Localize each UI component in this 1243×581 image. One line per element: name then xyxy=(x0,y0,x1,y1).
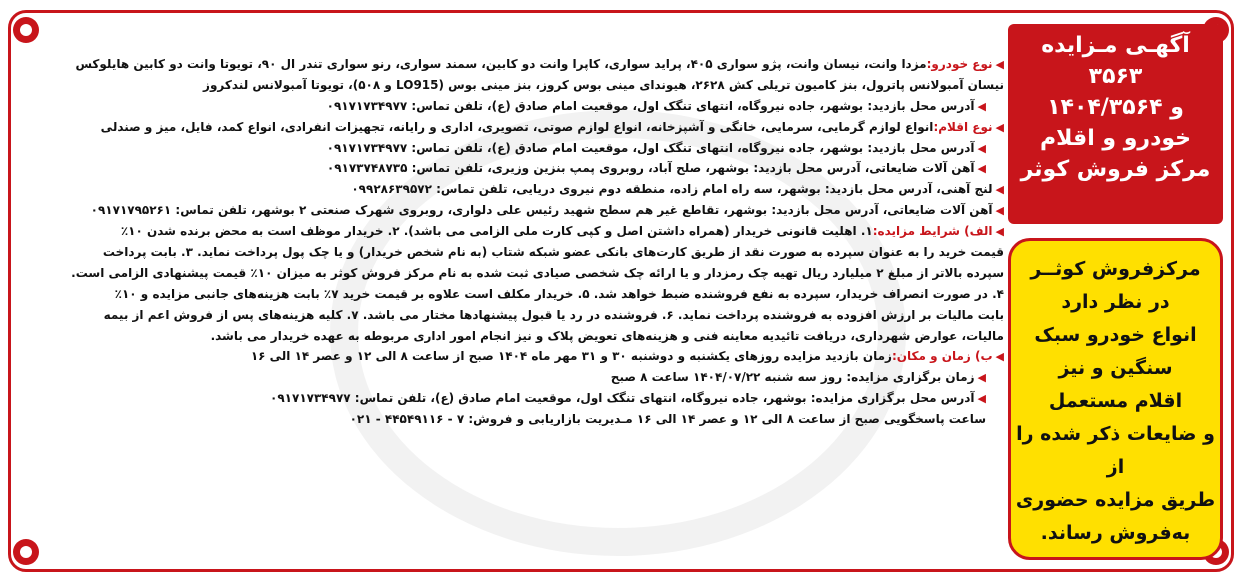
contact-hours-line xyxy=(22,409,1004,430)
red-arrow-icon: ◀ xyxy=(977,141,986,155)
conditions-line xyxy=(22,305,1004,326)
intro-line: در نظر دارد xyxy=(1061,291,1170,313)
item-list: انواع لوازم گرمایی، سرمایی، خانگی و آشپزخانه، انواع لوازم صوتی، تصویری، اداری و رایانه، تجهیزات انفرادی، انواع کمد، فایل، میز و صندلی xyxy=(100,119,934,134)
ad-title-line: آگهـی مـزایده xyxy=(1041,33,1190,58)
red-arrow-icon: ◀ xyxy=(977,162,986,176)
red-arrow-icon: ◀ xyxy=(995,350,1004,364)
auction-address-line xyxy=(22,388,1004,409)
condition-text: مالیات، عوارض شهرداری، دریافت تائیدیه معاینه فنی و هزینه‌های تعویض پلاک و نیز انجام امور اداری مربوطه به عهده خریدار می باشد. xyxy=(210,328,1004,343)
condition-text: قیمت خرید را به عنوان سپرده به صورت نقد از طریق کارت‌های بانکی عضو شبکه شتاب (به نام شخص خریدار) و یا چک پول پرداخت نماید. ۳. بابت پرداخت xyxy=(102,245,1004,260)
intro-line: مرکزفروش کوثــر xyxy=(1030,258,1201,280)
time-place-line xyxy=(22,346,1004,367)
red-arrow-icon: ◀ xyxy=(995,204,1004,218)
vehicle-types-line xyxy=(22,54,1004,75)
condition-text: ۴. در صورت انصراف خریدار، سپرده به نفع فروشنده ضبط خواهد شد. ۵. خریدار مکلف است علاوه بر قیمت خرید ۷٪ بابت هزینه‌های جانبی مزایده و ۱۰٪ xyxy=(114,286,1004,301)
auction-date-line xyxy=(22,367,1004,388)
section-label: نوع خودرو: xyxy=(926,57,993,71)
red-arrow-icon: ◀ xyxy=(977,392,986,406)
red-arrow-icon: ◀ xyxy=(995,225,1004,239)
red-arrow-icon: ◀ xyxy=(995,120,1004,134)
vehicle-types-continued xyxy=(22,75,1004,96)
contact-hours: ساعت پاسخگویی صبح از ساعت ۸ الی ۱۲ و عصر ۱۴ الی ۱۶ مـدیریت بازاریابی و فروش: ۷ - ۴۴۵۴۹۱۱۶ - ۰۲۱ xyxy=(349,412,986,427)
red-arrow-icon: ◀ xyxy=(995,183,1004,197)
section-label: الف) شرایط مزایده: xyxy=(872,224,993,239)
iron-boat-line xyxy=(22,179,1004,200)
red-arrow-icon: ◀ xyxy=(977,99,986,113)
intro-line: اقلام مستعمل xyxy=(1048,390,1183,412)
corner-ornament-icon xyxy=(13,17,39,43)
iron-boat-address: لنج آهنی، آدرس محل بازدید: بوشهر، سه راه امام زاده، منطقه دوم نیروی دریایی، تلفن تماس: ۰۹۹۲۸۶۳۹۵۷۲ xyxy=(351,182,993,197)
scrap-iron-line xyxy=(22,158,1004,179)
conditions-line xyxy=(22,242,1004,263)
visit-address: آدرس محل بازدید: بوشهر، جاده نیروگاه، انتهای تنگک اول، موقعیت امام صادق (ع)، تلفن تماس: ۰۹۱۷۱۷۳۴۹۷۷ xyxy=(326,98,975,113)
conditions-line xyxy=(22,326,1004,347)
scrap-iron-address: آهن آلات ضایعاتی، آدرس محل بازدید: بوشهر، صلح آباد، روبروی پمپ بنزین وزیری، تلفن تماس: ۰۹۱۷۳۷۴۸۷۳۵ xyxy=(326,161,975,176)
section-label: ب) زمان و مکان: xyxy=(891,349,993,364)
visit-address-line xyxy=(22,138,1004,159)
section-label: نوع اقلام: xyxy=(933,119,993,134)
vehicle-list: نیسان آمبولانس پاترول، بنز کامیون تریلی کش ۲۶۲۸، هیوندای مینی بوس کروز، بنز مینی بوس (LO915 و ۵۰۸)، تویوتا آمبولانس لندکروز xyxy=(203,77,1004,92)
item-types-line xyxy=(22,117,1004,138)
intro-line: سنگین و نیز xyxy=(1058,357,1173,379)
visit-time: زمان بازدید مزایده روزهای یکشنبه و دوشنبه ۳۰ و ۳۱ مهر ماه ۱۴۰۴ صبح از ساعت ۸ الی ۱۲ و عصر ۱۴ الی ۱۶ xyxy=(250,349,892,364)
intro-line: به‌فروش رساند. xyxy=(1040,522,1191,544)
conditions-line xyxy=(22,263,1004,284)
visit-address-line xyxy=(22,96,1004,117)
vehicle-list: مزدا وانت، نیسان وانت، پژو سواری ۴۰۵، پراید سواری، کاپرا وانت دو کابین، سمند سواری، رنو سواری تندر ال ۹۰، تویوتا وانت دو کابین هایلوکس xyxy=(75,57,927,71)
condition-text: بابت مالیات بر ارزش افزوده به فروشنده پرداخت نماید. ۶. فروشنده در رد یا قبول پیشنهادها مختار می باشد. ۷. کلیه هزینه‌های پس از فروش اعم از بیمه xyxy=(103,307,1004,322)
ad-number: و ۱۴۰۴/۳۵۶۴ xyxy=(1047,95,1184,120)
condition-text: سپرده بالاتر از مبلغ ۲ میلیارد ریال تهیه چک رمزدار و یا ارائه چک شخصی صیادی ثبت شده به نام مرکز فروش کوثر به میزان ۱۰٪ قیمت پیشنهادی الزامی است. xyxy=(71,265,1004,280)
conditions-line xyxy=(22,221,1004,242)
ad-title-box xyxy=(1008,24,1223,224)
scrap-iron-line xyxy=(22,200,1004,221)
red-arrow-icon: ◀ xyxy=(995,58,1004,71)
ad-organizer: مرکز فروش کوثر xyxy=(1020,157,1211,182)
intro-line: طریق مزایده حضوری xyxy=(1015,489,1216,511)
condition-text: ۱. اهلیت قانونی خریدار (همراه داشتن اصل و کپی کارت ملی الزامی می باشد). ۲. خریدار موظف است به محض برنده شدن ۱۰٪ xyxy=(120,224,873,239)
red-arrow-icon: ◀ xyxy=(977,371,986,385)
ad-number: ۳۵۶۳ xyxy=(1088,64,1143,89)
intro-line: و ضایعات ذکر شده را از xyxy=(1016,423,1215,478)
ad-subject: خودرو و اقلام xyxy=(1039,126,1192,151)
ad-body xyxy=(22,54,1004,559)
side-panel xyxy=(1008,24,1223,560)
intro-line: انواع خودرو سبک xyxy=(1034,324,1197,346)
auction-date: زمان برگزاری مزایده: روز سه شنبه ۱۴۰۴/۰۷/۲۲ ساعت ۸ صبح xyxy=(610,370,975,385)
visit-address: آدرس محل بازدید: بوشهر، جاده نیروگاه، انتهای تنگک اول، موقعیت امام صادق (ع)، تلفن تماس: ۰۹۱۷۱۷۳۴۹۷۷ xyxy=(326,140,975,155)
scrap-iron-address: آهن آلات ضایعاتی، آدرس محل بازدید: بوشهر، تقاطع غیر هم سطح شهید رئیس علی دلواری، روبروی شهرک صنعتی ۲ بوشهر، تلفن تماس: ۰۹۱۷۱۷۹۵۲۶۱ xyxy=(90,203,993,218)
intro-box xyxy=(1008,238,1223,560)
conditions-line xyxy=(22,284,1004,305)
auction-address: آدرس محل برگزاری مزایده: بوشهر، جاده نیروگاه، انتهای تنگک اول، موقعیت امام صادق (ع)، تلفن تماس: ۰۹۱۷۱۷۳۴۹۷۷ xyxy=(270,391,975,406)
